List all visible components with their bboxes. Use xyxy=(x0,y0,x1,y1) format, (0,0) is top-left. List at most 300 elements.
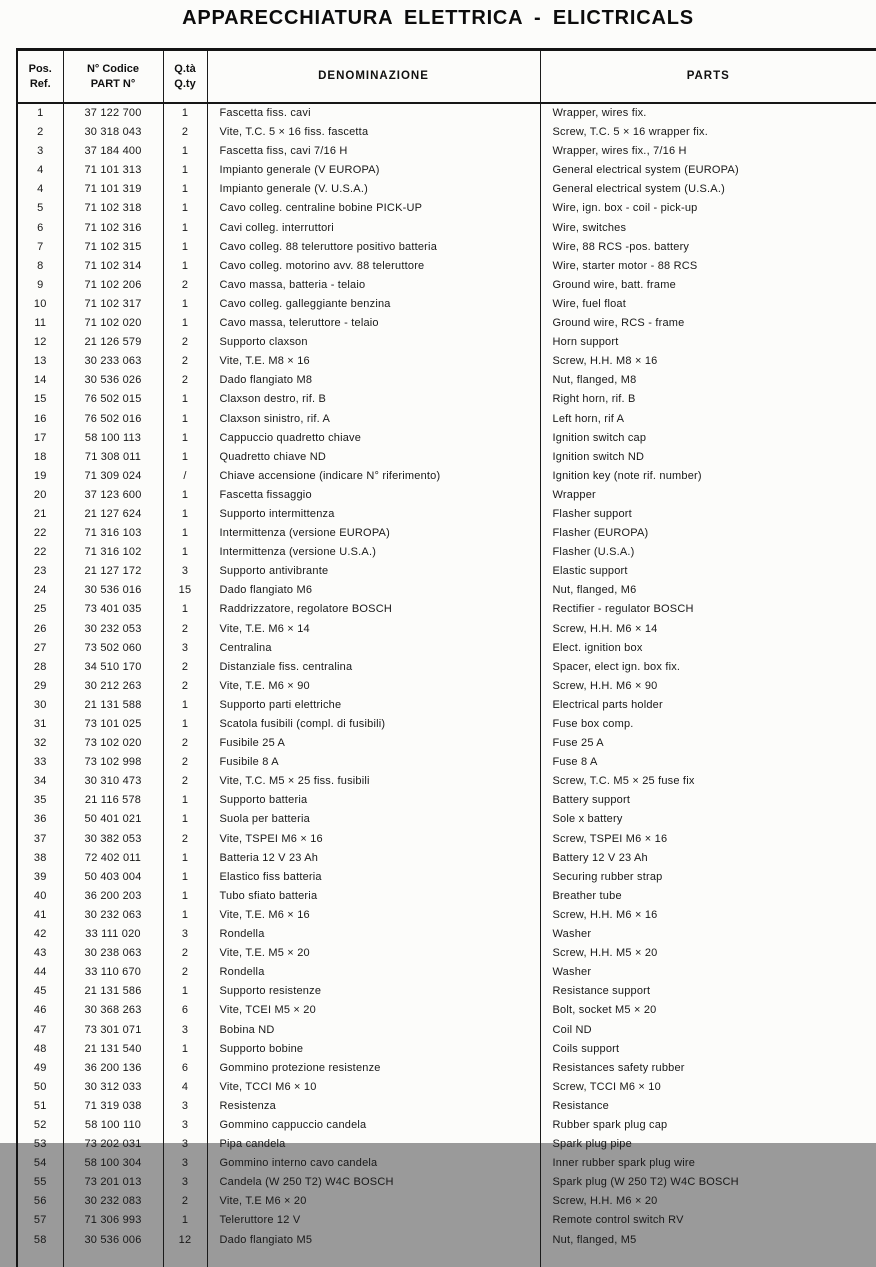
header-qty-line2: Q.ty xyxy=(174,77,196,90)
denominazione-cell: Cappuccio quadretto chiave xyxy=(207,429,540,448)
denominazione-cell: Supporto bobine xyxy=(207,1040,540,1059)
filler-cell xyxy=(540,1250,876,1267)
table-row xyxy=(17,1040,876,1059)
parts-cell: General electrical system (U.S.A.) xyxy=(540,180,876,199)
denominazione-cell: Cavo colleg. galleggiante benzina xyxy=(207,295,540,314)
code-cell: 71 102 314 xyxy=(63,257,163,276)
table-row xyxy=(17,906,876,925)
denominazione-cell: Fascetta fiss. cavi xyxy=(207,103,540,123)
pos-cell: 16 xyxy=(33,412,47,425)
denominazione-cell: Gommino protezione resistenze xyxy=(207,1059,540,1078)
filler-cell xyxy=(63,1250,163,1267)
denominazione-cell: Raddrizzatore, regolatore BOSCH xyxy=(207,600,540,619)
qty-cell: 2 xyxy=(163,371,207,390)
code-cell: 72 402 011 xyxy=(63,849,163,868)
code-cell: 30 318 043 xyxy=(63,123,163,142)
pos-cell: 51 xyxy=(33,1099,47,1112)
pos-cell: 23 xyxy=(33,565,47,578)
parts-cell: Wire, fuel float xyxy=(540,295,876,314)
table-row xyxy=(17,1211,876,1230)
qty-cell: 3 xyxy=(163,1116,207,1135)
code-cell: 73 102 020 xyxy=(63,734,163,753)
qty-cell: 3 xyxy=(163,1021,207,1040)
code-cell: 71 316 103 xyxy=(63,524,163,543)
code-cell: 21 131 586 xyxy=(63,982,163,1001)
parts-cell: Wire, 88 RCS -pos. battery xyxy=(540,238,876,257)
qty-cell: 2 xyxy=(163,677,207,696)
qty-cell: 2 xyxy=(163,772,207,791)
qty-cell: 3 xyxy=(163,639,207,658)
header-pos-line2: Ref. xyxy=(29,77,51,90)
denominazione-cell: Dado flangiato M6 xyxy=(207,581,540,600)
pos-cell: 25 xyxy=(33,603,47,616)
qty-cell: 1 xyxy=(163,543,207,562)
denominazione-cell: Vite, TCCI M6 × 10 xyxy=(207,1078,540,1097)
code-cell: 30 232 063 xyxy=(63,906,163,925)
parts-cell: Securing rubber strap xyxy=(540,868,876,887)
denominazione-cell: Gommino cappuccio candela xyxy=(207,1116,540,1135)
code-cell: 58 100 110 xyxy=(63,1116,163,1135)
denominazione-cell: Dado flangiato M5 xyxy=(207,1231,540,1250)
pos-cell: 6 xyxy=(37,221,44,234)
qty-cell: 3 xyxy=(163,1173,207,1192)
pos-cell: 49 xyxy=(33,1061,47,1074)
table-row xyxy=(17,715,876,734)
code-cell: 73 301 071 xyxy=(63,1021,163,1040)
pos-cell: 12 xyxy=(33,336,47,349)
code-cell: 71 102 316 xyxy=(63,219,163,238)
pos-cell: 55 xyxy=(33,1176,47,1189)
table-row xyxy=(17,1173,876,1192)
qty-cell: 3 xyxy=(163,925,207,944)
code-cell: 30 382 053 xyxy=(63,830,163,849)
pos-cell: 42 xyxy=(33,928,47,941)
code-cell: 71 102 315 xyxy=(63,238,163,257)
denominazione-cell: Cavo colleg. motorino avv. 88 teleruttore xyxy=(207,257,540,276)
pos-cell: 11 xyxy=(34,317,47,330)
qty-cell: 6 xyxy=(163,1001,207,1020)
table-row xyxy=(17,295,876,314)
table-row xyxy=(17,1135,876,1154)
denominazione-cell: Supporto resistenze xyxy=(207,982,540,1001)
parts-cell: Flasher (EUROPA) xyxy=(540,524,876,543)
parts-cell: Elastic support xyxy=(540,562,876,581)
code-cell: 71 316 102 xyxy=(63,543,163,562)
denominazione-cell: Chiave accensione (indicare N° riferimento) xyxy=(207,467,540,486)
denominazione-cell: Gommino interno cavo candela xyxy=(207,1154,540,1173)
parts-cell: Spark plug (W 250 T2) W4C BOSCH xyxy=(540,1173,876,1192)
denominazione-cell: Quadretto chiave ND xyxy=(207,448,540,467)
denominazione-cell: Fusibile 25 A xyxy=(207,734,540,753)
table-row xyxy=(17,772,876,791)
header-code-line1: N° Codice xyxy=(86,62,140,75)
code-cell: 71 102 020 xyxy=(63,314,163,333)
table-row xyxy=(17,887,876,906)
parts-cell: Elect. ignition box xyxy=(540,639,876,658)
parts-cell: Nut, flanged, M5 xyxy=(540,1231,876,1250)
qty-cell: 2 xyxy=(163,830,207,849)
parts-cell: Nut, flanged, M8 xyxy=(540,371,876,390)
code-cell: 30 238 063 xyxy=(63,944,163,963)
code-cell: 30 232 053 xyxy=(63,620,163,639)
code-cell: 30 212 263 xyxy=(63,677,163,696)
parts-cell: Left horn, rif A xyxy=(540,410,876,429)
parts-cell: Washer xyxy=(540,925,876,944)
denominazione-cell: Suola per batteria xyxy=(207,810,540,829)
code-cell: 73 202 031 xyxy=(63,1135,163,1154)
qty-cell: 12 xyxy=(163,1231,207,1250)
pos-cell: 30 xyxy=(33,698,47,711)
table-row xyxy=(17,333,876,352)
qty-cell: 1 xyxy=(163,486,207,505)
code-cell: 76 502 015 xyxy=(63,390,163,409)
denominazione-cell: Supporto claxson xyxy=(207,333,540,352)
pos-cell: 8 xyxy=(37,259,44,272)
code-cell: 21 127 624 xyxy=(63,505,163,524)
table-row xyxy=(17,677,876,696)
table-row xyxy=(17,868,876,887)
parts-cell: Flasher (U.S.A.) xyxy=(540,543,876,562)
code-cell: 30 368 263 xyxy=(63,1001,163,1020)
table-row xyxy=(17,467,876,486)
denominazione-cell: Vite, T.C. M5 × 25 fiss. fusibili xyxy=(207,772,540,791)
table-row xyxy=(17,486,876,505)
parts-cell: Horn support xyxy=(540,333,876,352)
pos-cell: 36 xyxy=(33,813,47,826)
table-row xyxy=(17,639,876,658)
parts-cell: Coil ND xyxy=(540,1021,876,1040)
header-parts: PARTS xyxy=(540,50,876,104)
qty-cell: 2 xyxy=(163,734,207,753)
parts-cell: Wire, starter motor - 88 RCS xyxy=(540,257,876,276)
denominazione-cell: Impianto generale (V. U.S.A.) xyxy=(207,180,540,199)
denominazione-cell: Claxson sinistro, rif. A xyxy=(207,410,540,429)
qty-cell: 1 xyxy=(163,199,207,218)
pos-cell: 10 xyxy=(33,297,47,310)
table-row xyxy=(17,658,876,677)
parts-cell: Rubber spark plug cap xyxy=(540,1116,876,1135)
qty-cell: 1 xyxy=(163,1040,207,1059)
pos-cell: 2 xyxy=(37,126,44,139)
pos-cell: 47 xyxy=(33,1023,47,1036)
header-pos-ref xyxy=(17,50,63,104)
table-row xyxy=(17,505,876,524)
qty-cell: 1 xyxy=(163,906,207,925)
page-title: APPARECCHIATURA ELETTRICA - ELICTRICALS xyxy=(182,7,694,29)
table-row xyxy=(17,276,876,295)
table-row xyxy=(17,314,876,333)
parts-cell: Spark plug pipe xyxy=(540,1135,876,1154)
pos-cell: 45 xyxy=(33,985,47,998)
table-row xyxy=(17,810,876,829)
code-cell: 71 319 038 xyxy=(63,1097,163,1116)
pos-cell: 38 xyxy=(33,851,47,864)
parts-cell: Washer xyxy=(540,963,876,982)
qty-cell: 1 xyxy=(163,314,207,333)
filler-cell xyxy=(207,1250,540,1267)
qty-cell: 6 xyxy=(163,1059,207,1078)
pos-cell: 46 xyxy=(33,1004,47,1017)
pos-cell: 39 xyxy=(33,870,47,883)
table-row xyxy=(17,161,876,180)
pos-cell: 52 xyxy=(33,1118,47,1131)
table-row xyxy=(17,562,876,581)
pos-cell: 1 xyxy=(37,107,44,119)
parts-cell: Nut, flanged, M6 xyxy=(540,581,876,600)
denominazione-cell: Fascetta fiss, cavi 7/16 H xyxy=(207,142,540,161)
parts-cell: Wire, switches xyxy=(540,219,876,238)
table-row xyxy=(17,123,876,142)
table-filler-row xyxy=(17,1250,876,1267)
qty-cell: / xyxy=(163,467,207,486)
qty-cell: 1 xyxy=(163,887,207,906)
table-row xyxy=(17,199,876,218)
denominazione-cell: Cavo colleg. 88 teleruttore positivo batteria xyxy=(207,238,540,257)
denominazione-cell: Dado flangiato M8 xyxy=(207,371,540,390)
denominazione-cell: Scatola fusibili (compl. di fusibili) xyxy=(207,715,540,734)
filler-cell xyxy=(163,1250,207,1267)
parts-cell: Screw, T.C. M5 × 25 fuse fix xyxy=(540,772,876,791)
code-cell: 37 184 400 xyxy=(63,142,163,161)
qty-cell: 1 xyxy=(163,715,207,734)
pos-cell: 7 xyxy=(37,240,44,253)
qty-cell: 1 xyxy=(163,849,207,868)
table-row xyxy=(17,352,876,371)
qty-cell: 1 xyxy=(163,161,207,180)
qty-cell: 1 xyxy=(163,180,207,199)
denominazione-cell: Vite, T.E. M5 × 20 xyxy=(207,944,540,963)
parts-cell: Ground wire, RCS - frame xyxy=(540,314,876,333)
pos-cell: 53 xyxy=(33,1138,47,1151)
denominazione-cell: Teleruttore 12 V xyxy=(207,1211,540,1230)
denominazione-cell: Elastico fiss batteria xyxy=(207,868,540,887)
table-row xyxy=(17,982,876,1001)
denominazione-cell: Fusibile 8 A xyxy=(207,753,540,772)
qty-cell: 2 xyxy=(163,620,207,639)
pos-cell: 18 xyxy=(33,450,47,463)
table-row xyxy=(17,390,876,409)
qty-cell: 1 xyxy=(163,505,207,524)
pos-cell: 15 xyxy=(33,393,47,406)
pos-cell: 50 xyxy=(33,1080,47,1093)
denominazione-cell: Batteria 12 V 23 Ah xyxy=(207,849,540,868)
code-cell: 50 403 004 xyxy=(63,868,163,887)
code-cell: 30 232 083 xyxy=(63,1192,163,1211)
code-cell: 37 123 600 xyxy=(63,486,163,505)
pos-cell: 22 xyxy=(33,527,47,540)
qty-cell: 1 xyxy=(163,410,207,429)
pos-cell: 24 xyxy=(33,584,47,597)
header-qty-line1: Q.tà xyxy=(174,62,196,75)
table-row xyxy=(17,944,876,963)
header-denominazione: DENOMINAZIONE xyxy=(207,50,540,104)
code-cell: 33 110 670 xyxy=(63,963,163,982)
qty-cell: 2 xyxy=(163,352,207,371)
qty-cell: 1 xyxy=(163,429,207,448)
qty-cell: 1 xyxy=(163,524,207,543)
code-cell: 21 126 579 xyxy=(63,333,163,352)
parts-cell: Battery support xyxy=(540,791,876,810)
parts-cell: Battery 12 V 23 Ah xyxy=(540,849,876,868)
code-cell: 30 536 026 xyxy=(63,371,163,390)
parts-cell: Screw, H.H. M5 × 20 xyxy=(540,944,876,963)
pos-cell: 4 xyxy=(37,183,44,196)
denominazione-cell: Fascetta fissaggio xyxy=(207,486,540,505)
code-cell: 21 131 540 xyxy=(63,1040,163,1059)
qty-cell: 15 xyxy=(163,581,207,600)
pos-cell: 21 xyxy=(33,507,47,520)
table-row xyxy=(17,620,876,639)
qty-cell: 1 xyxy=(163,791,207,810)
parts-cell: Right horn, rif. B xyxy=(540,390,876,409)
parts-cell: General electrical system (EUROPA) xyxy=(540,161,876,180)
pos-cell: 20 xyxy=(33,488,47,501)
table-row xyxy=(17,238,876,257)
code-cell: 71 101 319 xyxy=(63,180,163,199)
parts-cell: Resistances safety rubber xyxy=(540,1059,876,1078)
table-row xyxy=(17,1231,876,1250)
parts-cell: Resistance support xyxy=(540,982,876,1001)
code-cell: 30 312 033 xyxy=(63,1078,163,1097)
header-row xyxy=(17,50,876,104)
parts-cell: Screw, H.H. M8 × 16 xyxy=(540,352,876,371)
code-cell: 73 201 013 xyxy=(63,1173,163,1192)
code-cell: 58 100 304 xyxy=(63,1154,163,1173)
parts-cell: Remote control switch RV xyxy=(540,1211,876,1230)
qty-cell: 1 xyxy=(163,982,207,1001)
denominazione-cell: Supporto batteria xyxy=(207,791,540,810)
code-cell: 58 100 113 xyxy=(63,429,163,448)
denominazione-cell: Claxson destro, rif. B xyxy=(207,390,540,409)
code-cell: 71 306 993 xyxy=(63,1211,163,1230)
pos-cell: 44 xyxy=(33,966,47,979)
qty-cell: 3 xyxy=(163,1154,207,1173)
parts-cell: Screw, TSPEI M6 × 16 xyxy=(540,830,876,849)
pos-cell: 48 xyxy=(33,1042,47,1055)
pos-cell: 19 xyxy=(33,469,47,482)
table-row xyxy=(17,581,876,600)
qty-cell: 1 xyxy=(163,810,207,829)
qty-cell: 1 xyxy=(163,868,207,887)
code-cell: 36 200 203 xyxy=(63,887,163,906)
denominazione-cell: Bobina ND xyxy=(207,1021,540,1040)
pos-cell: 43 xyxy=(33,947,47,960)
denominazione-cell: Cavo massa, batteria - telaio xyxy=(207,276,540,295)
qty-cell: 2 xyxy=(163,276,207,295)
code-cell: 73 102 998 xyxy=(63,753,163,772)
denominazione-cell: Intermittenza (versione EUROPA) xyxy=(207,524,540,543)
qty-cell: 2 xyxy=(163,1192,207,1211)
denominazione-cell: Vite, T.E. M6 × 16 xyxy=(207,906,540,925)
parts-cell: Ignition switch ND xyxy=(540,448,876,467)
pos-cell: 4 xyxy=(37,164,44,177)
pos-cell: 58 xyxy=(33,1233,47,1246)
parts-table xyxy=(16,48,876,1267)
qty-cell: 1 xyxy=(163,238,207,257)
denominazione-cell: Pipa candela xyxy=(207,1135,540,1154)
pos-cell: 17 xyxy=(33,431,47,444)
denominazione-cell: Vite, T.E. M8 × 16 xyxy=(207,352,540,371)
code-cell: 73 401 035 xyxy=(63,600,163,619)
table-row xyxy=(17,753,876,772)
table-row xyxy=(17,1154,876,1173)
qty-cell: 1 xyxy=(163,142,207,161)
table-row xyxy=(17,1001,876,1020)
table-row xyxy=(17,734,876,753)
pos-cell: 29 xyxy=(33,679,47,692)
denominazione-cell: Supporto parti elettriche xyxy=(207,696,540,715)
denominazione-cell: Intermittenza (versione U.S.A.) xyxy=(207,543,540,562)
header-pos-line1: Pos. xyxy=(28,62,52,75)
qty-cell: 4 xyxy=(163,1078,207,1097)
table-row xyxy=(17,1021,876,1040)
pos-cell: 5 xyxy=(37,202,44,215)
parts-cell: Spacer, elect ign. box fix. xyxy=(540,658,876,677)
code-cell: 71 102 206 xyxy=(63,276,163,295)
parts-cell: Screw, H.H. M6 × 14 xyxy=(540,620,876,639)
parts-cell: Screw, T.C. 5 × 16 wrapper fix. xyxy=(540,123,876,142)
denominazione-cell: Vite, TSPEI M6 × 16 xyxy=(207,830,540,849)
code-cell: 71 102 317 xyxy=(63,295,163,314)
qty-cell: 2 xyxy=(163,658,207,677)
code-cell: 21 116 578 xyxy=(63,791,163,810)
header-part-number xyxy=(63,50,163,104)
code-cell: 73 502 060 xyxy=(63,639,163,658)
denominazione-cell: Centralina xyxy=(207,639,540,658)
pos-cell: 35 xyxy=(33,794,47,807)
qty-cell: 1 xyxy=(163,696,207,715)
pos-cell: 9 xyxy=(37,278,44,291)
parts-cell: Sole x battery xyxy=(540,810,876,829)
denominazione-cell: Vite, T.E. M6 × 90 xyxy=(207,677,540,696)
qty-cell: 1 xyxy=(163,295,207,314)
header-quantity xyxy=(163,50,207,104)
denominazione-cell: Tubo sfiato batteria xyxy=(207,887,540,906)
denominazione-cell: Cavo colleg. centraline bobine PICK-UP xyxy=(207,199,540,218)
qty-cell: 1 xyxy=(163,600,207,619)
qty-cell: 2 xyxy=(163,333,207,352)
parts-cell: Wrapper, wires fix. xyxy=(540,103,876,123)
table-row xyxy=(17,429,876,448)
denominazione-cell: Candela (W 250 T2) W4C BOSCH xyxy=(207,1173,540,1192)
parts-cell: Rectifier - regulator BOSCH xyxy=(540,600,876,619)
code-cell: 30 536 016 xyxy=(63,581,163,600)
parts-cell: Breather tube xyxy=(540,887,876,906)
denominazione-cell: Resistenza xyxy=(207,1097,540,1116)
table-row xyxy=(17,448,876,467)
parts-cell: Screw, TCCI M6 × 10 xyxy=(540,1078,876,1097)
table-row xyxy=(17,830,876,849)
pos-cell: 13 xyxy=(33,355,47,368)
qty-cell: 2 xyxy=(163,963,207,982)
qty-cell: 1 xyxy=(163,390,207,409)
table-body xyxy=(17,103,876,1267)
table-row xyxy=(17,600,876,619)
pos-cell: 34 xyxy=(33,775,47,788)
qty-cell: 3 xyxy=(163,1097,207,1116)
table-row xyxy=(17,791,876,810)
qty-cell: 1 xyxy=(163,103,207,123)
parts-cell: Ground wire, batt. frame xyxy=(540,276,876,295)
qty-cell: 1 xyxy=(163,219,207,238)
pos-cell: 57 xyxy=(33,1214,47,1227)
pos-cell: 32 xyxy=(33,737,47,750)
parts-cell: Coils support xyxy=(540,1040,876,1059)
denominazione-cell: Vite, T.E. M6 × 14 xyxy=(207,620,540,639)
pos-cell: 40 xyxy=(33,889,47,902)
table-row xyxy=(17,1097,876,1116)
code-cell: 71 308 011 xyxy=(63,448,163,467)
